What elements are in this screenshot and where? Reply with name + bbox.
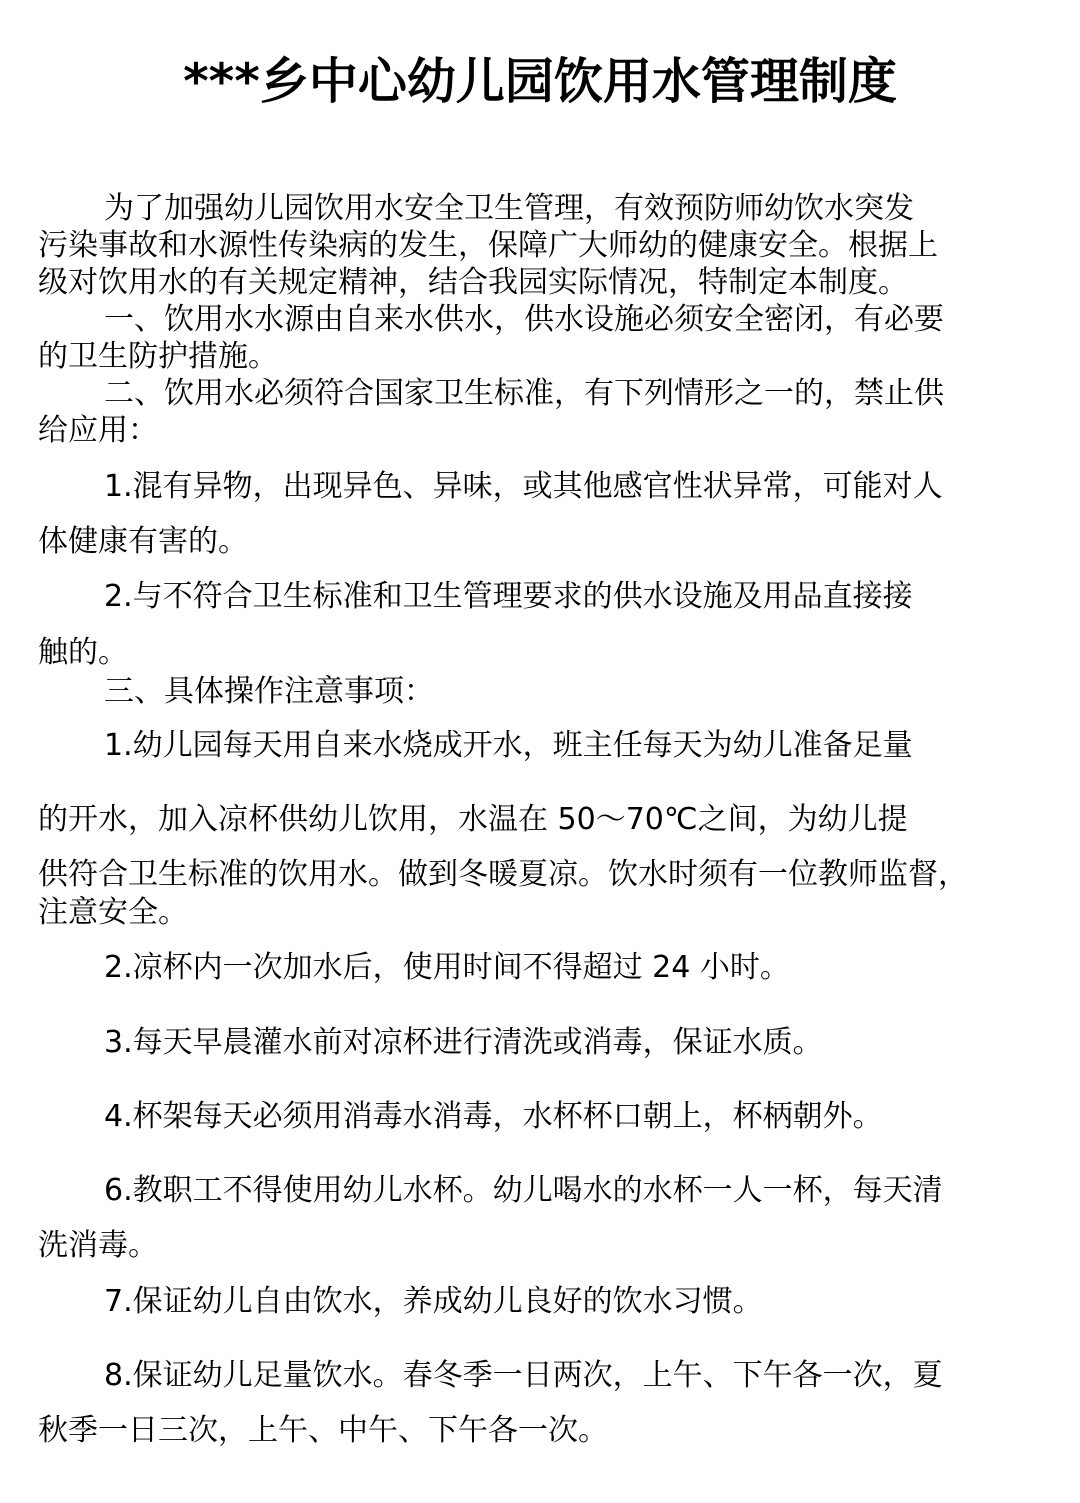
paragraph-line: 污染事故和水源性传染病的发生，保障广大师幼的健康安全。根据上: [38, 228, 938, 263]
list-item-line: 的开水，加入凉杯供幼儿饮用，水温在 50～70℃之间，为幼儿提: [38, 802, 908, 837]
paragraph-line: 的卫生防护措施。: [38, 339, 278, 374]
list-item-line: 注意安全。: [38, 895, 188, 930]
paragraph-line: 级对饮用水的有关规定精神，结合我园实际情况，特制定本制度。: [38, 265, 908, 300]
list-item-line: 2.与不符合卫生标准和卫生管理要求的供水设施及用品直接接: [104, 579, 913, 614]
paragraph-line: 为了加强幼儿园饮用水安全卫生管理，有效预防师幼饮水突发: [104, 191, 914, 226]
list-item-line: 供符合卫生标准的饮用水。做到冬暖夏凉。饮水时须有一位教师监督，: [38, 857, 968, 892]
document-title: ***乡中心幼儿园饮用水管理制度: [183, 53, 897, 110]
paragraph-line: 一、饮用水水源由自来水供水，供水设施必须安全密闭，有必要: [104, 302, 944, 337]
list-item-line: 秋季一日三次，上午、中午、下午各一次。: [38, 1413, 608, 1448]
list-item-line: 洗消毒。: [38, 1228, 158, 1263]
list-item-line: 1.幼儿园每天用自来水烧成开水，班主任每天为幼儿准备足量: [104, 728, 913, 763]
list-item-line: 触的。: [38, 635, 128, 670]
paragraph-line: 二、饮用水必须符合国家卫生标准，有下列情形之一的，禁止供: [104, 376, 944, 411]
list-item-line: 4.杯架每天必须用消毒水消毒，水杯杯口朝上，杯柄朝外。: [104, 1099, 883, 1134]
list-item-line: 体健康有害的。: [38, 524, 248, 559]
list-item-line: 3.每天早晨灌水前对凉杯进行清洗或消毒，保证水质。: [104, 1025, 823, 1060]
list-item-line: 7.保证幼儿自由饮水，养成幼儿良好的饮水习惯。: [104, 1284, 763, 1319]
section-heading: 三、具体操作注意事项：: [104, 674, 434, 709]
paragraph-line: 给应用：: [38, 413, 158, 448]
list-item-line: 1.混有异物，出现异色、异味，或其他感官性状异常，可能对人: [104, 469, 943, 504]
list-item-line: 8.保证幼儿足量饮水。春冬季一日两次，上午、下午各一次，夏: [104, 1358, 943, 1393]
list-item-line: 6.教职工不得使用幼儿水杯。幼儿喝水的水杯一人一杯，每天清: [104, 1173, 943, 1208]
list-item-line: 2.凉杯内一次加水后，使用时间不得超过 24 小时。: [104, 950, 790, 985]
